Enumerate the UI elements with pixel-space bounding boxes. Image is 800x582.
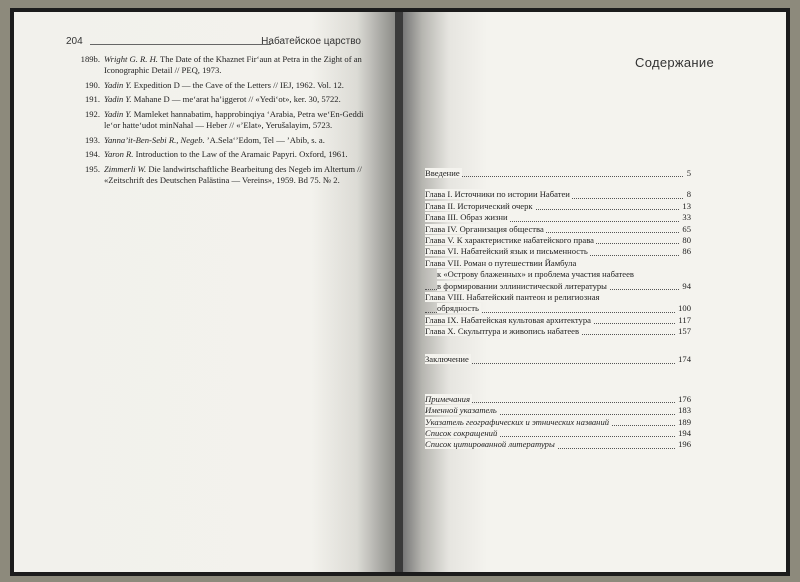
toc-spacer — [425, 179, 691, 189]
reference-author: Yadin Y. — [104, 94, 132, 105]
toc-label: Глава VI. Набатейский язык и письменность — [425, 246, 588, 257]
toc-page-number: 86 — [679, 246, 691, 257]
toc-page-number: 100 — [675, 303, 691, 314]
toc-page-number: 157 — [675, 326, 691, 337]
toc-label: Глава III. Образ жизни — [425, 212, 508, 223]
reference-text: Mahane D — me‘arat ha’iggerot // «Yedi‘ot», ker. 30, 5722. — [131, 94, 341, 105]
toc-title: Содержание — [635, 55, 714, 70]
toc-chapter — [425, 303, 691, 314]
toc-spacer — [425, 366, 691, 394]
reference-number: 189b. — [80, 54, 100, 64]
reference-item — [66, 164, 366, 186]
toc-chapter — [425, 212, 691, 223]
toc-page-number: 117 — [675, 315, 691, 326]
toc-chapter — [425, 258, 691, 269]
toc-chapter — [425, 326, 691, 337]
toc-appendix-item — [425, 394, 691, 405]
toc-page-number: 65 — [679, 224, 691, 235]
dot-leader — [425, 176, 691, 177]
reference-author: Yadin Y. — [104, 79, 132, 90]
toc-label: Глава I. Источники по истории Набатеи — [425, 189, 570, 200]
reference-number: 190. — [84, 79, 100, 90]
toc-chapter — [425, 224, 691, 235]
reference-number: 194. — [84, 149, 100, 160]
toc-label: Глава X. Скульптура и живопись набатеев — [425, 326, 580, 337]
toc-label: Глава V. К характеристике набатейского права — [425, 234, 594, 245]
toc-page-number: 13 — [679, 201, 691, 212]
running-title: Набатейское царство — [261, 36, 361, 47]
toc-page-number: 174 — [675, 354, 691, 365]
toc-appendix-item — [425, 428, 691, 439]
book-gutter — [395, 12, 403, 572]
toc-chapter — [425, 315, 691, 326]
toc-label: Глава VIII. Набатейский пантеон и религиозная — [425, 291, 600, 302]
reference-item — [66, 94, 366, 105]
reference-number: 192. — [84, 108, 100, 119]
toc-page-number: 196 — [675, 439, 691, 450]
reference-item — [66, 54, 366, 76]
toc-intro — [425, 168, 691, 179]
toc-label: Введение — [425, 168, 460, 178]
toc-page-number: 194 — [675, 428, 691, 439]
toc-chapter — [425, 201, 691, 212]
toc-chapter — [425, 235, 691, 246]
reference-item — [66, 80, 366, 91]
toc-appendix-item — [425, 405, 691, 416]
toc-label: Глава IV. Организация общества — [425, 223, 544, 234]
toc-chapter — [425, 189, 691, 200]
toc-label: Список цитированной литературы — [425, 439, 555, 450]
toc-page-number: 189 — [675, 417, 691, 428]
toc-label: к «Острову блаженных» и проблема участия набатеев — [437, 269, 634, 280]
toc-page-number: 80 — [679, 235, 691, 246]
toc-page-number: 94 — [679, 281, 691, 292]
toc-page-number: 5 — [684, 168, 691, 179]
reference-number: 193. — [84, 134, 100, 145]
reference-text: Expedition D — the Cave of the Letters // IEJ, 1962. Vol. 12. — [131, 79, 344, 90]
toc-label: Глава VII. Роман о путешествии Йамбула — [425, 257, 577, 268]
table-of-contents — [425, 168, 691, 451]
reference-item — [66, 109, 366, 131]
reference-text: Die landwirtschaftliche Bearbeitung des Negeb im Altertum // «Zeitschrift des Deutschen Palästina — Vereins», 1959. Bd 75. № 2. — [104, 163, 362, 186]
reference-author: Yaron R. — [104, 149, 134, 160]
toc-conclusion — [425, 354, 691, 365]
toc-chapter — [425, 269, 691, 280]
toc-label: Глава IX. Набатейская культовая архитектура — [425, 314, 591, 325]
toc-page-number: 183 — [675, 405, 691, 416]
page-number: 204 — [66, 36, 83, 47]
reference-text: The Date of the Khaznet Fir‘aun at Petra in the Zight of an Iconographic Detail // PEQ, 1973. — [104, 54, 362, 76]
toc-chapter — [425, 281, 691, 292]
toc-label: Указатель географических и этнических названий — [425, 416, 610, 427]
reference-list — [66, 54, 366, 190]
reference-text: ’A.Sela‘’Edom, Tel — ’Abib, s. a. — [204, 134, 325, 145]
reference-item — [66, 149, 366, 160]
reference-author: Zimmerli W. — [104, 163, 147, 174]
toc-label: Список сокращений — [425, 428, 498, 439]
reference-text: Introduction to the Law of the Aramaic Papyri. Oxford, 1961. — [133, 149, 348, 160]
reference-text: Mamleket hannabatim, happrobinqiya ‘Arabia, Petra we‘En-Geddi le‘or hatte‘udot minNahal — Heber // «’Elat», Yerušalayim, 5723. — [104, 108, 364, 131]
toc-chapter — [425, 246, 691, 257]
reference-item — [66, 135, 366, 146]
running-head-rule — [90, 44, 271, 45]
toc-page-number: 8 — [684, 189, 691, 200]
toc-label: обрядность — [437, 303, 479, 314]
toc-appendix-item — [425, 417, 691, 428]
reference-author: Yadin Y. — [104, 108, 132, 119]
toc-label: Глава II. Исторический очерк — [425, 200, 533, 211]
toc-chapter — [425, 292, 691, 303]
toc-label: Именной указатель — [425, 405, 497, 416]
toc-label: Заключение — [425, 354, 469, 365]
running-head — [66, 36, 361, 50]
toc-label: Примечания — [425, 393, 470, 404]
toc-spacer — [425, 337, 691, 354]
reference-author: Wright G. R. H. — [104, 54, 158, 64]
toc-appendix-item — [425, 439, 691, 450]
reference-number: 191. — [84, 94, 100, 105]
toc-page-number: 176 — [675, 394, 691, 405]
toc-page-number: 33 — [679, 212, 691, 223]
toc-label: в формировании эллинистической литературы — [437, 280, 607, 291]
reference-number: 195. — [84, 163, 100, 174]
reference-author: Yanna’it-Ben-Sebi R., Negeb. — [104, 134, 205, 145]
